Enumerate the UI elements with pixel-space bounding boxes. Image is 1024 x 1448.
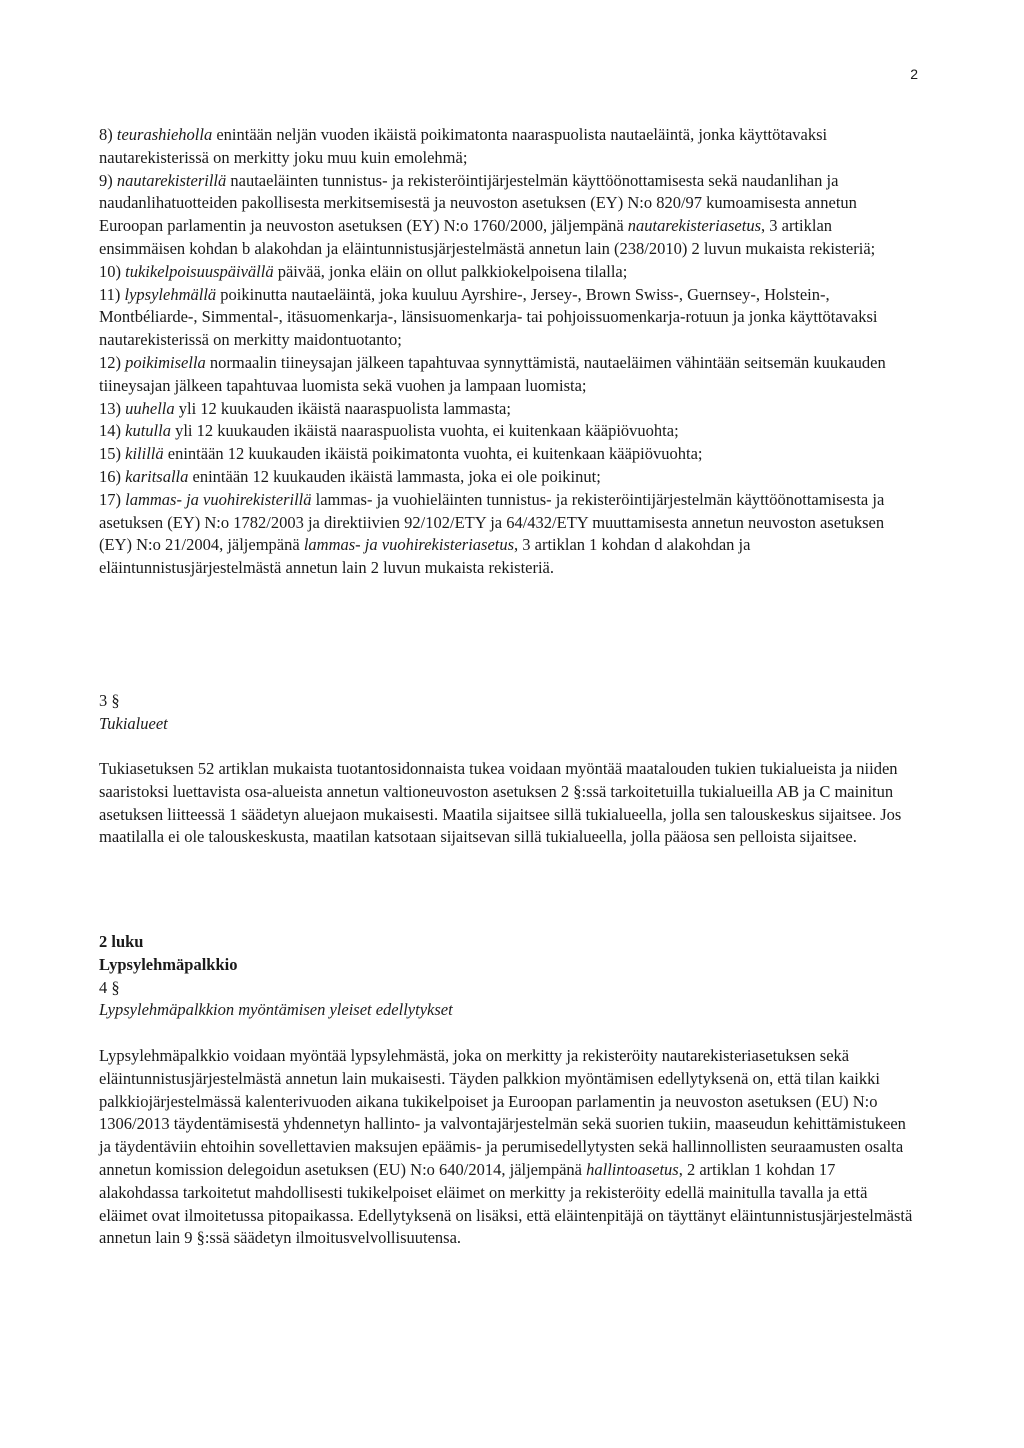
item-number: 10) — [99, 261, 121, 281]
chapter-title: Lypsylehmäpalkkio — [99, 954, 238, 974]
definition-item — [99, 420, 919, 443]
section-3 — [99, 690, 919, 736]
definition-item — [99, 284, 919, 352]
defined-term: lypsylehmällä — [124, 284, 217, 304]
defined-term: nautarekisteriasetus — [627, 216, 762, 236]
paragraph: Tukiasetuksen 52 artiklan mukaista tuotantosidonnaista tukea voidaan myöntää maatalouden tukien tukialueista ja niiden saaristoksi luettavista osa-alueista annetun valtioneuvoston asetuksen 2 §:ssä tarkoitetuilla tukialueilla AB ja C mainitun asetuksen liitteessä 1 säädetyn aluejaon mukaisesti. Maatila sijaitsee sillä tukialueella, jolla sen talouskeskus sijaitsee. Jos maatilalla ei ole talouskeskusta, maatilan katsotaan sijaitsevan sillä tukialueella, jolla pääosa sen pelloista sijaitsee. — [99, 759, 902, 847]
defined-term: tukikelpoisuuspäivällä — [125, 261, 274, 281]
definition-item — [99, 170, 919, 261]
defined-term: karitsalla — [125, 466, 189, 486]
paragraph — [99, 1045, 919, 1250]
definition-item — [99, 261, 919, 284]
defined-term: nautarekisterillä — [116, 170, 227, 190]
item-number: 9) — [99, 170, 113, 190]
page-number: 2 — [910, 66, 918, 82]
chapter-2 — [99, 931, 919, 1022]
defined-term: kilillä — [125, 444, 164, 464]
defined-term: hallintoasetus — [586, 1159, 679, 1179]
item-number: 13) — [99, 398, 121, 418]
definition-item — [99, 466, 919, 489]
definition-text: , 3 artiklan 1 kohdan d alakohdan ja eläintunnistusjärjestelmästä annetun lain 2 luvun mukaista rekisteriä. — [99, 535, 751, 578]
defined-term: lammas- ja vuohirekisterillä — [125, 489, 312, 509]
item-number: 17) — [99, 489, 121, 509]
paragraph-text: Lypsylehmäpalkkio voidaan myöntää lypsylehmästä, joka on merkitty ja rekisteröity nautarekisteriasetuksen sekä eläintunnistusjärjestelmästä annetun lain mukaisesti. Täyden palkkion myöntämisen edellytyksenä on, että tilan kaikki palkkiojärjestelmässä kalenterivuoden aikana tukikelpoiset ja Euroopan parlamentin ja neuvoston asetuksen (EU) N:o 1306/2013 täydentämisestä yhdennetyn hallinto- ja valvontajärjestelmän sekä suorien tukiin, maaseudun kehittämistukeen ja täydentäviin ehtoihin sovellettavien maksujen epäämis- ja perumisedellytysten sekä hallinnollisten seuraamusten osalta annetun komission delegoidun asetuksen (EU) N:o 640/2014, jäljempänä — [99, 1046, 906, 1179]
section-number: 4 § — [99, 977, 120, 997]
definition-text: enintään 12 kuukauden ikäistä lammasta, joka ei ole poikinut; — [188, 466, 601, 486]
definition-item — [99, 124, 919, 170]
defined-term: poikimisella — [125, 352, 206, 372]
definition-text: nautaeläinten tunnistus- ja rekisteröintijärjestelmän käyttöönottamisesta sekä naudanlihan ja naudanlihatuotteiden pakollisesta merkitsemisestä ja neuvoston asetuksen (EY) N:o 820/97 kumoamisesta annetun Euroopan parlamentin ja neuvoston asetuksen (EY) N:o 1760/2000, jäljempänä — [99, 170, 857, 236]
paragraph-text: , 2 artiklan 1 kohdan 17 alakohdassa tarkoitetut mahdollisesti tukikelpoiset eläimet on merkitty ja rekisteröity edellä mainitulla tavalla ja että eläimet ovat ilmoitetussa pitopaikassa. Edellytyksenä on lisäksi, että eläintenpitäjä on täyttänyt eläintunnistusjärjestelmästä annetun lain 9 §:ssä säädetyn ilmoitusvelvollisuutensa. — [99, 1159, 913, 1248]
item-number: 16) — [99, 466, 121, 486]
section-3-body — [99, 758, 919, 849]
item-number: 11) — [99, 284, 121, 304]
definition-list — [99, 124, 919, 580]
definition-item — [99, 443, 919, 466]
item-number: 8) — [99, 125, 113, 144]
chapter-number: 2 luku — [99, 932, 144, 951]
definition-item — [99, 398, 919, 421]
defined-term: teurashieholla — [116, 125, 213, 144]
definition-text: enintään neljän vuoden ikäistä poikimatonta naaraspuolista nautaeläintä, jonka käyttötavaksi nautarekisterissä on merkitty joku muu kuin emolehmä; — [99, 125, 828, 167]
defined-term: lammas- ja vuohirekisteriasetus — [303, 535, 515, 555]
definition-text: normaalin tiineysajan jälkeen tapahtuvaa synnyttämistä, nautaeläimen vähintään seitsemän kuukauden tiineysajan jälkeen tapahtuvaa luomista sekä vuohen ja lampaan luomista; — [99, 352, 886, 395]
definition-text: yli 12 kuukauden ikäistä naaraspuolista lammasta; — [174, 398, 511, 418]
section-4-body — [99, 1045, 919, 1250]
item-number: 14) — [99, 421, 121, 441]
definition-item — [99, 352, 919, 398]
defined-term: kutulla — [125, 421, 171, 441]
definition-item — [99, 489, 919, 580]
definition-text: päivää, jonka eläin on ollut palkkiokelpoisena tilalla; — [273, 261, 628, 281]
defined-term: uuhella — [125, 398, 175, 418]
definition-text: yli 12 kuukauden ikäistä naaraspuolista vuohta, ei kuitenkaan kääpiövuohta; — [170, 421, 679, 441]
item-number: 12) — [99, 352, 121, 372]
section-heading: Tukialueet — [99, 713, 168, 733]
section-heading: Lypsylehmäpalkkion myöntämisen yleiset edellytykset — [99, 1000, 453, 1020]
definition-text: enintään 12 kuukauden ikäistä poikimatonta vuohta, ei kuitenkaan kääpiövuohta; — [163, 444, 703, 464]
definition-text: lammas- ja vuohieläinten tunnistus- ja rekisteröintijärjestelmän käyttöönottamisesta ja asetuksen (EY) N:o 1782/2003 ja direktiivien 92/102/ETY ja 64/432/ETY muuttamisesta annetun neuvoston asetuksen (EY) N:o 21/2004, jäljempänä — [99, 489, 885, 555]
item-number: 15) — [99, 444, 121, 464]
definition-text: , 3 artiklan ensimmäisen kohdan b alakohdan ja eläintunnistusjärjestelmästä annetun lain (238/2010) 2 luvun mukaista rekisteriä; — [99, 216, 876, 258]
definition-text: poikinutta nautaeläintä, joka kuuluu Ayrshire-, Jersey-, Brown Swiss-, Guernsey-, Holstein-, Montbéliarde-, Simmental-, itäsuomenkarja-, länsisuomenkarja- tai pohjoissuomenkarja-rotuun ja jonka käyttötavaksi nautarekisterissä on merkitty maidontuotanto; — [99, 284, 878, 350]
section-number: 3 § — [99, 691, 120, 710]
